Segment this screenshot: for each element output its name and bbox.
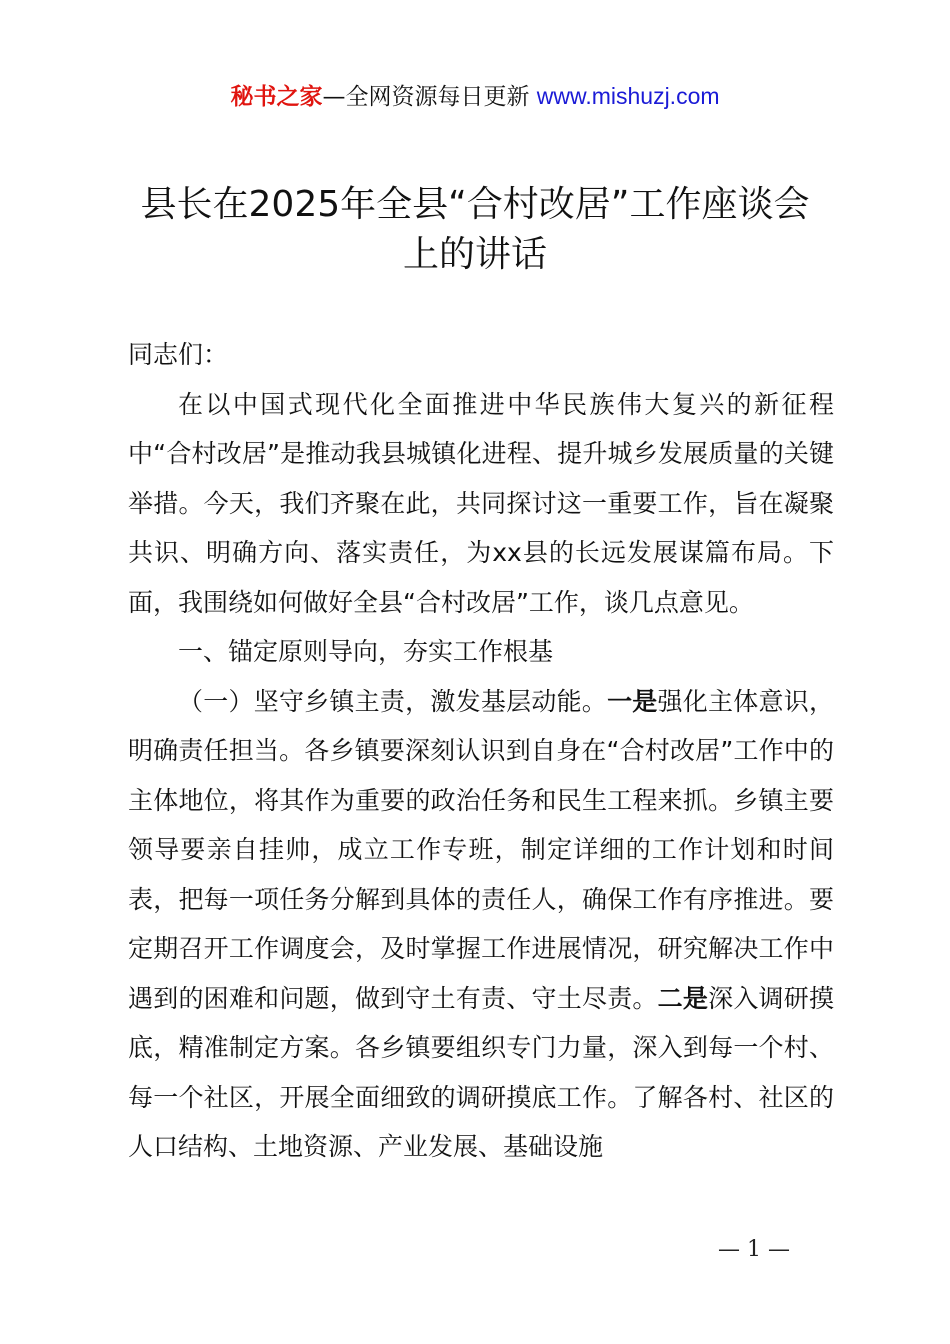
section-heading: 一、锚定原则导向，夯实工作根基: [178, 637, 554, 666]
point-2-text: 深入调研摸底，精准制定方案。各乡镇要组织专门力量，深入到每一个村、每一个社区，开展全面细致的调研摸底工作。了解各村、社区的人口结构、土地资源、产业发展、基础设施: [128, 983, 834, 1161]
salutation: 同志们：: [128, 340, 229, 369]
site-url-link[interactable]: www.mishuzj.com: [536, 83, 720, 109]
document-title: [100, 180, 850, 280]
page-number: — 1 —: [718, 1237, 790, 1262]
title-line-2: 上的讲话: [402, 234, 547, 275]
point-1-text: 强化主体意识，明确责任担当。各乡镇要深刻认识到自身在“合村改居”工作中的主体地位，将其作为重要的政治任务和民生工程来抓。乡镇主要领导要亲自挂帅，成立工作专班，制定详细的工作计划和时间表，把每一项任务分解到具体的责任人，确保工作有序推进。要定期召开工作调度会，及时掌握工作进展情况，研究解决工作中遇到的困难和问题，做到守土有责、守土尽责。: [128, 686, 834, 1013]
header-tagline: —全网资源每日更新: [322, 84, 537, 110]
title-line-1: 县长在2025年全县“合村改居”工作座谈会: [140, 184, 810, 225]
point-2-label: 二是: [657, 983, 709, 1013]
brand-name: 秘书之家: [230, 84, 323, 110]
subsection-paragraph: [128, 677, 834, 1172]
site-header: [0, 80, 950, 113]
point-1-label: 一是: [607, 686, 658, 716]
intro-paragraph: 在以中国式现代化全面推进中华民族伟大复兴的新征程中“合村改居”是推动我县城镇化进程、提升城乡发展质量的关键举措。今天，我们齐聚在此，共同探讨这一重要工作，旨在凝聚共识、明确方向、落实责任，为xx县的长远发展谋篇布局。下面，我围绕如何做好全县“合村改居”工作，谈几点意见。: [128, 389, 834, 617]
document-body: [128, 330, 834, 1172]
subsection-lead: （一）坚守乡镇主责，激发基层动能。: [178, 686, 608, 716]
